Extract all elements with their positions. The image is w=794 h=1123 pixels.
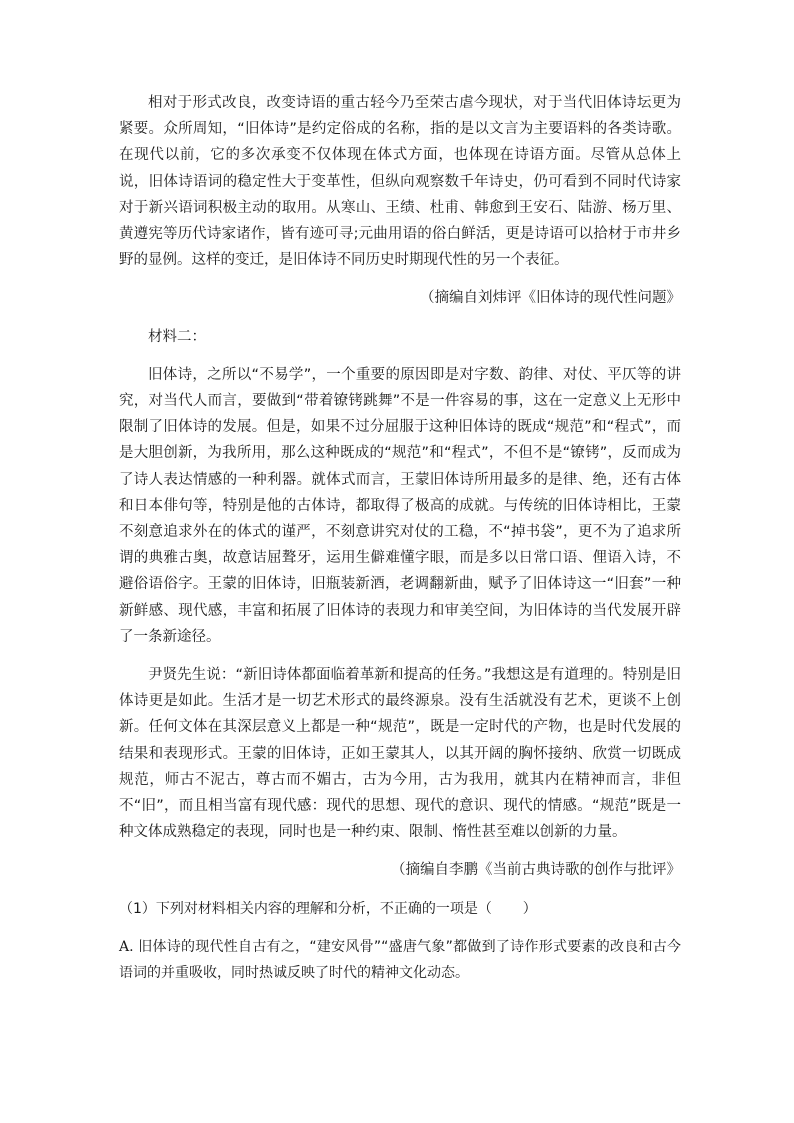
document-body xyxy=(119,90,681,986)
option-a xyxy=(119,934,681,986)
option-a-text: 旧体诗的现代性自古有之，“建安风骨”“盛唐气象”都做到了诗作形式要素的改良和古今语词的并重吸收，同时热诚反映了时代的精神文化动态。 xyxy=(119,938,681,982)
source-citation-1: （摘编自刘炜评《旧体诗的现代性问题》 xyxy=(420,290,681,307)
question-1 xyxy=(119,896,681,922)
question-1-text: （1）下列对材料相关内容的理解和分析，不正确的一项是（ xyxy=(119,900,492,917)
option-a-key: A. xyxy=(119,938,134,955)
paragraph-3: 尹贤先生说：“新旧诗体都面临着革新和提高的任务。”我想这是有道理的。特别是旧体诗更是如此。生活才是一切艺术形式的最终源泉。没有生活就没有艺术，更谈不上创新。任何文体在其深层意义上都是一种“规范”，既是一定时代的产物，也是时代发展的结果和表现形式。王蒙的旧体诗，正如王蒙其人，以其开阔的胸怀接纳、欣赏一切既成规范，师古不泥古，尊古而不媚古，古为今用，古为我用，就其内在精神而言，非但不“旧”，而且相当富有现代感：现代的思想、现代的意识、现代的情感。“规范”既是一种文体成熟稳定的表现，同时也是一种约束、限制、惰性甚至难以创新的力量。 xyxy=(119,667,681,841)
paragraph-2: 旧体诗，之所以“不易学”，一个重要的原因即是对字数、韵律、对仗、平仄等的讲究，对当代人而言，要做到“带着镣铐跳舞”不是一件容易的事，这在一定意义上无形中限制了旧体诗的发展。但是，如果不过分屈服于这种旧体诗的既成“规范”和“程式”，而是大胆创新，为我所用，那么这种既成的“规范”和“程式”，不但不是“镣铐”，反而成为了诗人表达情感的一种利器。就体式而言，王蒙旧体诗所用最多的是律、绝，还有古体和日本俳句等，特别是他的古体诗，都取得了极高的成就。与传统的旧体诗相比，王蒙不刻意追求外在的体式的谨严，不刻意讲究对仗的工稳，不“掉书袋”，更不为了追求所谓的典雅古奥，故意诘屈聱牙，运用生僻难懂字眼，而是多以日常口语、俚语入诗，不避俗语俗字。王蒙的旧体诗，旧瓶装新酒，老调翻新曲，赋予了旧体诗这一“旧套”一种新鲜感、现代感，丰富和拓展了旧体诗的表现力和审美空间，为旧体诗的当代发展开辟了一条新途径。 xyxy=(119,366,681,645)
paragraph-1: 相对于形式改良，改变诗语的重古轻今乃至荣古虐今现状，对于当代旧体诗坛更为紧要。众所周知，“旧体诗”是约定俗成的名称，指的是以文言为主要语料的各类诗歌。在现代以前，它的多次承变不仅体现在体式方面，也体现在诗语方面。尽管从总体上说，旧体诗语词的稳定性大于变革性，但纵向观察数千年诗史，仍可看到不同时代诗家对于新兴语词积极主动的取用。从寒山、王绩、杜甫、韩愈到王安石、陆游、杨万里、黄遵宪等历代诗家诸作，皆有迹可寻;元曲用语的俗白鲜活，更是诗语可以拾材于市井乡野的显例。这样的变迁，是旧体诗不同历史时期现代性的另一个表征。 xyxy=(119,95,681,269)
question-1-close: ） xyxy=(522,900,537,917)
source-citation-2: （摘编自李鹏《当前古典诗歌的创作与批评》 xyxy=(391,862,681,879)
material-two-heading: 材料二： xyxy=(148,328,206,345)
